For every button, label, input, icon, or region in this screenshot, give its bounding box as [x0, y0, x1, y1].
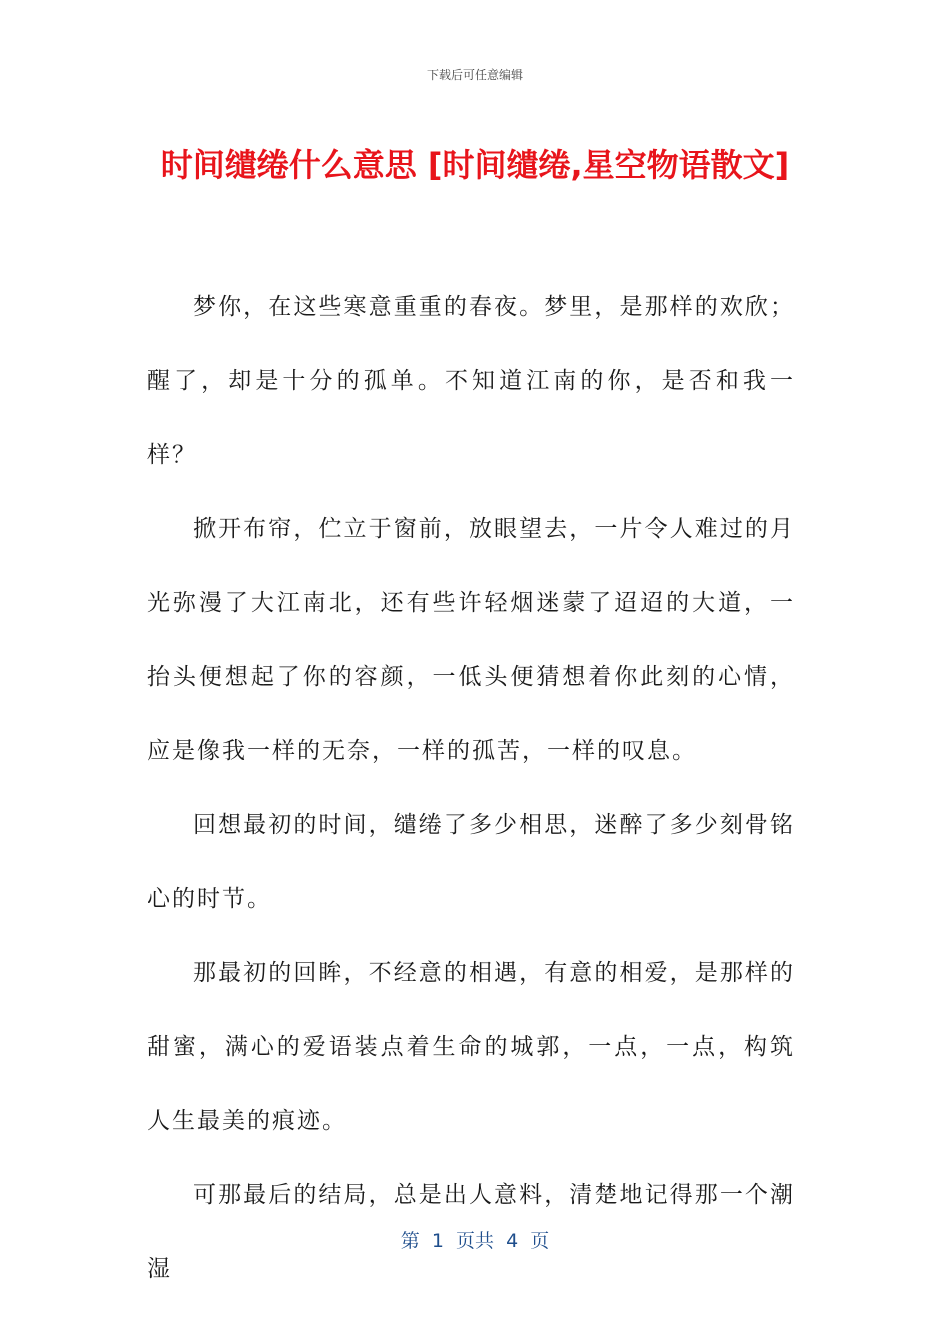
paragraph-2: 掀开布帘，伫立于窗前，放眼望去，一片令人难过的月光弥漫了大江南北，还有些许轻烟迷蒙了迢迢的大道，一抬头便想起了你的容颜，一低头便猜想着你此刻的心情，应是像我一样的无奈，一样的孤苦，一样的叹息。	[147, 516, 795, 764]
paragraph-1: 梦你，在这些寒意重重的春夜。梦里，是那样的欢欣；醒了，却是十分的孤单。不知道江南的你，是否和我一样？	[147, 294, 795, 468]
header-note: 下载后可任意编辑	[426, 68, 523, 82]
paragraph-5: 可那最后的结局，总是出人意料，清楚地记得那一个潮湿	[147, 1182, 795, 1282]
page-number-footer: 第 1 页共 4 页	[400, 1230, 550, 1252]
document-body	[147, 270, 795, 1306]
paragraph-4: 那最初的回眸，不经意的相遇，有意的相爱，是那样的甜蜜，满心的爱语装点着生命的城郭，一点，一点，构筑人生最美的痕迹。	[147, 960, 795, 1134]
document-title: 时间缱绻什么意思 [时间缱绻,星空物语散文]	[160, 146, 790, 184]
paragraph-3: 回想最初的时间，缱绻了多少相思，迷醉了多少刻骨铭心的时节。	[147, 812, 795, 912]
